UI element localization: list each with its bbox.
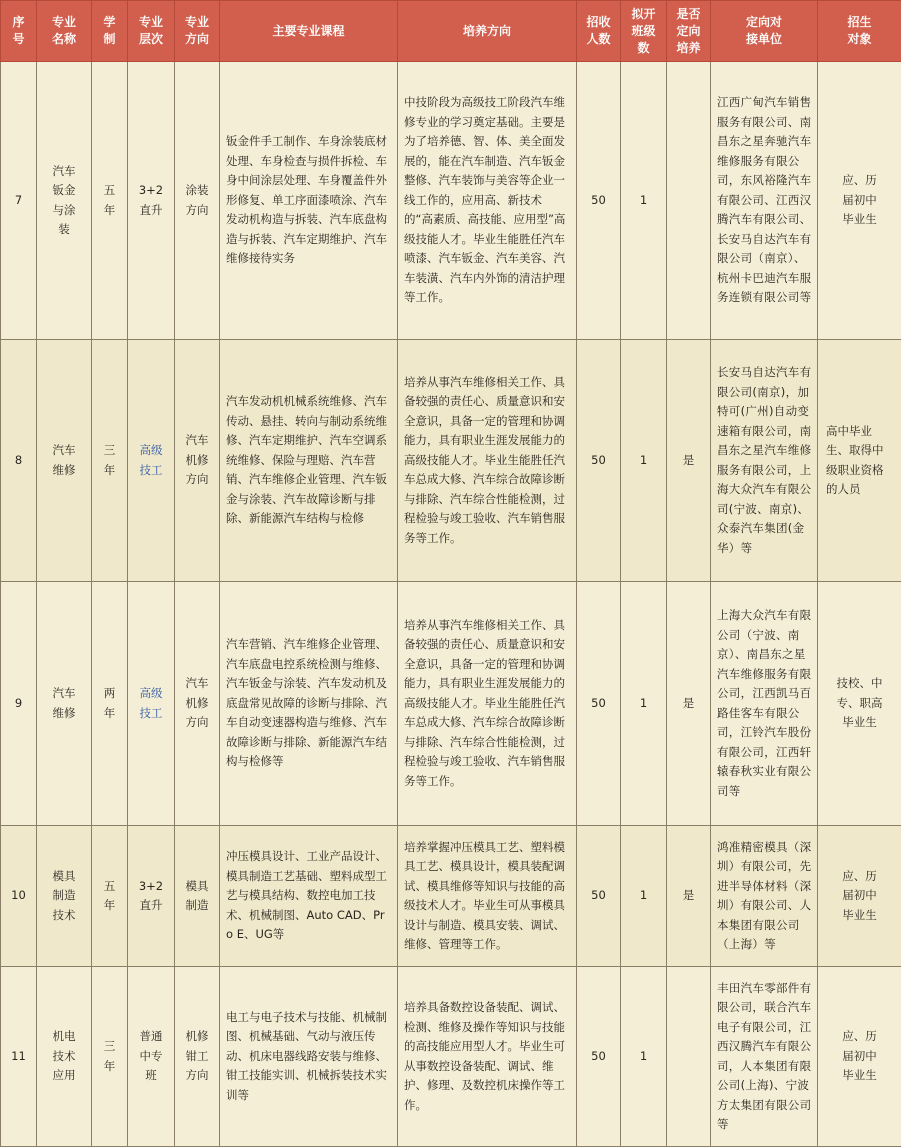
cell-level: 3+2 直升 bbox=[128, 62, 175, 340]
cell-level: 高级 技工 bbox=[128, 582, 175, 826]
cell-oriented: 是 bbox=[667, 340, 711, 582]
header-target: 招生 对象 bbox=[818, 1, 901, 62]
cell-enroll: 50 bbox=[577, 582, 621, 826]
cell-courses: 汽车营销、汽车维修企业管理、汽车底盘电控系统检测与维修、汽车钣金与涂装、汽车发动机及底盘常见故障的诊断与排除、汽车自动变速器构造与维修、汽车故障诊断与排除、新能源汽车结构与检修等 bbox=[220, 582, 398, 826]
cell-level: 普通 中专 班 bbox=[128, 967, 175, 1147]
cell-unit: 鸿准精密模具（深圳）有限公司，先进半导体材料（深圳）有限公司、人本集团有限公司（上海）等 bbox=[711, 826, 818, 967]
header-unit: 定向对 接单位 bbox=[711, 1, 818, 62]
cell-name: 汽车 钣金 与涂 装 bbox=[37, 62, 92, 340]
cell-direction: 涂装 方向 bbox=[175, 62, 220, 340]
header-oriented: 是否 定向 培养 bbox=[667, 1, 711, 62]
cell-courses: 冲压模具设计、工业产品设计、模具制造工艺基础、塑料成型工艺与模具结构、数控电加工技术、机械制图、Auto CAD、Pro E、UG等 bbox=[220, 826, 398, 967]
cell-oriented bbox=[667, 62, 711, 340]
header-direction: 专业 方向 bbox=[175, 1, 220, 62]
table-row bbox=[1, 62, 901, 340]
header-courses: 主要专业课程 bbox=[220, 1, 398, 62]
cell-years: 两 年 bbox=[92, 582, 128, 826]
cell-target: 应、历 届初中 毕业生 bbox=[818, 967, 901, 1147]
cell-name: 汽车 维修 bbox=[37, 582, 92, 826]
cell-target: 应、历 届初中 毕业生 bbox=[818, 62, 901, 340]
cell-classes: 1 bbox=[621, 826, 667, 967]
cell-training: 培养从事汽车维修相关工作、具备较强的责任心、质量意识和安全意识，具备一定的管理和协调能力，具有职业生涯发展能力的高级技能人才。毕业生能胜任汽车总成大修、汽车综合故障诊断与排除、汽车综合性能检测，过程检验与竣工验收、汽车销售服务等工作。 bbox=[398, 582, 577, 826]
cell-seq: 9 bbox=[1, 582, 37, 826]
cell-unit: 丰田汽车零部件有限公司，联合汽车电子有限公司，江西汉腾汽车有限公司，人本集团有限公司(上海)、宁波方太集团有限公司等 bbox=[711, 967, 818, 1147]
header-row bbox=[1, 1, 901, 62]
cell-name: 机电 技术 应用 bbox=[37, 967, 92, 1147]
cell-direction: 模具 制造 bbox=[175, 826, 220, 967]
cell-direction: 机修 钳工 方向 bbox=[175, 967, 220, 1147]
header-enroll: 招收 人数 bbox=[577, 1, 621, 62]
cell-years: 五 年 bbox=[92, 62, 128, 340]
cell-target: 应、历 届初中 毕业生 bbox=[818, 826, 901, 967]
cell-classes: 1 bbox=[621, 340, 667, 582]
cell-enroll: 50 bbox=[577, 967, 621, 1147]
cell-direction: 汽车 机修 方向 bbox=[175, 340, 220, 582]
cell-unit: 长安马自达汽车有限公司(南京)，加特可(广州)自动变速箱有限公司，南昌东之星汽车维修服务有限公司，上海大众汽车有限公司(宁波、南京)、众泰汽车集团(金华）等 bbox=[711, 340, 818, 582]
header-seq: 序 号 bbox=[1, 1, 37, 62]
cell-unit: 上海大众汽车有限公司（宁波、南京）、南昌东之星汽车维修服务有限公司，江西凯马百路佳客车有限公司，江铃汽车股份有限公司，江西轩辕春秋实业有限公司等 bbox=[711, 582, 818, 826]
cell-courses: 电工与电子技术与技能、机械制图、机械基础、气动与液压传动、机床电器线路安装与维修、钳工技能实训、机械拆装技术实训等 bbox=[220, 967, 398, 1147]
cell-classes: 1 bbox=[621, 967, 667, 1147]
cell-courses: 钣金件手工制作、车身涂装底材处理、车身检查与损件拆检、车身中间涂层处理、车身覆盖件外形修复、单工序面漆喷涂、汽车发动机构造与拆装、汽车底盘构造与拆装、汽车定期维护、汽车维修接待实务 bbox=[220, 62, 398, 340]
cell-training: 培养从事汽车维修相关工作、具备较强的责任心、质量意识和安全意识，具备一定的管理和协调能力，具有职业生涯发展能力的高级技能人才。毕业生能胜任汽车总成大修、汽车综合故障诊断与排除、汽车综合性能检测，过程检验与竣工验收、汽车销售服务等工作。 bbox=[398, 340, 577, 582]
cell-seq: 10 bbox=[1, 826, 37, 967]
cell-training: 培养具备数控设备装配、调试、检测、维修及操作等知识与技能的高技能应用型人才。毕业生可从事数控设备装配、调试、维护、修理、及数控机床操作等工作。 bbox=[398, 967, 577, 1147]
table-row bbox=[1, 826, 901, 967]
cell-training: 中技阶段为高级技工阶段汽车维修专业的学习奠定基础。主要是为了培养德、智、体、美全面发展的，能在汽车制造、汽车钣金整修、汽车装饰与美容等企业一线工作的，应用高、新技术的“高素质、高技能、应用型”高级技能人才。毕业生能胜任汽车喷漆、汽车钣金、汽车美容、汽车装潢、汽车内外饰的清洁护理等工作。 bbox=[398, 62, 577, 340]
cell-direction: 汽车 机修 方向 bbox=[175, 582, 220, 826]
cell-oriented: 是 bbox=[667, 826, 711, 967]
cell-enroll: 50 bbox=[577, 62, 621, 340]
cell-target: 高中毕业生、取得中级职业资格的人员 bbox=[818, 340, 901, 582]
cell-classes: 1 bbox=[621, 62, 667, 340]
cell-target: 技校、中 专、职高 毕业生 bbox=[818, 582, 901, 826]
cell-name: 汽车 维修 bbox=[37, 340, 92, 582]
cell-level: 3+2 直升 bbox=[128, 826, 175, 967]
cell-oriented bbox=[667, 967, 711, 1147]
header-training: 培养方向 bbox=[398, 1, 577, 62]
cell-seq: 7 bbox=[1, 62, 37, 340]
cell-years: 五 年 bbox=[92, 826, 128, 967]
table-row bbox=[1, 582, 901, 826]
header-name: 专业 名称 bbox=[37, 1, 92, 62]
header-classes: 拟开 班级 数 bbox=[621, 1, 667, 62]
cell-name: 模具 制造 技术 bbox=[37, 826, 92, 967]
header-level: 专业 层次 bbox=[128, 1, 175, 62]
cell-courses: 汽车发动机机械系统维修、汽车传动、悬挂、转向与制动系统维修、汽车定期维护、汽车空调系统维修、保险与理赔、汽车营销、汽车维修企业管理、汽车钣金与涂装、汽车故障诊断与排除、新能源汽车结构与检修 bbox=[220, 340, 398, 582]
cell-training: 培养掌握冲压模具工艺、塑料模具工艺、模具设计，模具装配调试、模具维修等知识与技能的高级技术人才。毕业生可从事模具设计与制造、模具安装、调试、维修、管理等工作。 bbox=[398, 826, 577, 967]
cell-level: 高级 技工 bbox=[128, 340, 175, 582]
header-years: 学 制 bbox=[92, 1, 128, 62]
cell-enroll: 50 bbox=[577, 826, 621, 967]
table-row bbox=[1, 340, 901, 582]
cell-oriented: 是 bbox=[667, 582, 711, 826]
cell-years: 三 年 bbox=[92, 340, 128, 582]
cell-years: 三 年 bbox=[92, 967, 128, 1147]
cell-seq: 8 bbox=[1, 340, 37, 582]
cell-classes: 1 bbox=[621, 582, 667, 826]
cell-unit: 江西广甸汽车销售服务有限公司、南昌东之星奔驰汽车维修服务有限公司，东风裕隆汽车有限公司、江西汉腾汽车有限公司、长安马自达汽车有限公司（南京）、杭州卡巴迪汽车服务连锁有限公司等 bbox=[711, 62, 818, 340]
cell-enroll: 50 bbox=[577, 340, 621, 582]
table-row bbox=[1, 967, 901, 1147]
cell-seq: 11 bbox=[1, 967, 37, 1147]
